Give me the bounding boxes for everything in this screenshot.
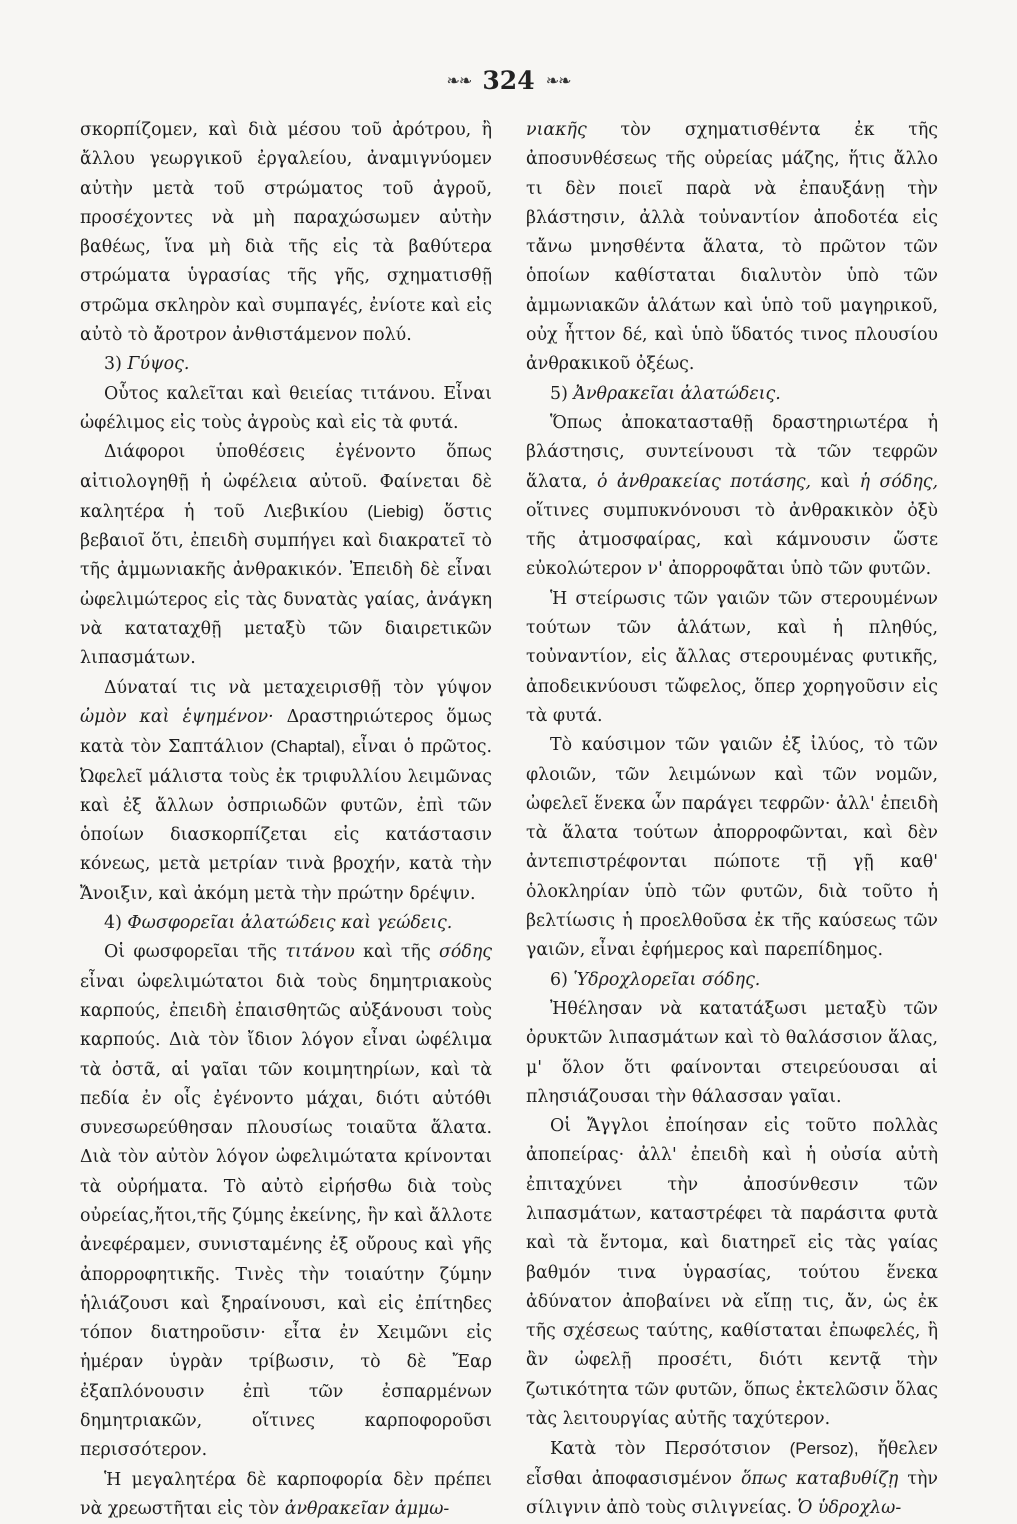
italic-run: ὅπως καταβυθίζῃ (741, 1468, 899, 1489)
text-run: οἵτινες συμπυκνόνουσι τὸ ἀνθρακικὸν ὀξὺ τῆς ἀτμοσφαίρας, καὶ κάμνουσιν ὥστε εὐκολώτερον ν' ἀπορροφᾶται ὑπὸ τῶν φυτῶν. (526, 500, 938, 580)
paragraph: Ἡ στείρωσις τῶν γαιῶν τῶν στερουμένων τούτων τῶν ἁλάτων, καὶ ἡ πληθύς, τοὐναντίον, εἰς ἄλλας στερουμένας φυτικῆς, ἀποδεικνύουσι τὤφελος, ὅπερ χορηγοῦσιν εἰς τὰ φυτά. (526, 588, 938, 726)
latin-name: (Persoz), (789, 1439, 859, 1459)
section-number: 5) (550, 383, 568, 404)
text-run: ὅστις βεβαιοῖ ὅτι, ἐπειδὴ συμπήγει καὶ διακρατεῖ τὸ τῆς ἀμμωνιακῆς ἀνθρακικόν. Ἐπειδὴ δὲ εἶναι ὠφελιμώτερος εἰς τὰς δυνατὰς γαίας, ἀνάγκη νὰ καταταχθῇ μεταξὺ τῶν διαιρετικῶν λιπασμάτων. (80, 501, 492, 669)
section-heading-4 (80, 909, 492, 938)
page-number: 324 (482, 66, 535, 95)
section-title: Γύψος. (127, 354, 190, 375)
italic-run: ὠμὸν καὶ ἑψημένον· (80, 706, 274, 727)
paragraph: Οὗτος καλεῖται καὶ θειείας τιτάνου. Εἶναι ὠφέλιμος εἰς τοὺς ἀγροὺς καὶ εἰς τὰ φυτά. (80, 383, 492, 433)
text-run: Ἡ μεγαλητέρα δὲ καρποφορία δὲν πρέπει νὰ χρεωστῆται εἰς τὸν (80, 1469, 492, 1519)
paragraph (80, 438, 492, 673)
ornament-left: ❧❧ (446, 71, 472, 90)
ornament-right: ❧❧ (545, 71, 571, 90)
text-run: Διάφοροι ὑποθέσεις ἐγένοντο ὅπως αἰτιολογηθῇ ἡ ὠφέλεια αὐτοῦ. Φαίνεται δὲ καλητέρα ἡ τοῦ Λιεβικίου (80, 442, 492, 522)
text-run: τὴν σίλιγνιν ἀπὸ τοὺς σιλιγνείας. (526, 1468, 938, 1518)
section-heading-3 (80, 350, 492, 379)
section-title: Ἀνθρακεῖαι ἀλατώδεις. (573, 383, 781, 404)
paragraph: σκορπίζομεν, καὶ διὰ μέσου τοῦ ἀρότρου, ἢ ἄλλου γεωργικοῦ ἐργαλείου, ἀναμιγνύομεν αὐτὴν μετὰ τοῦ στρώματος τοῦ ἀγροῦ, προσέχοντες νὰ μὴ παραχώσωμεν αὐτὴν βαθέως, ἵνα μὴ διὰ τῆς εἰς τὰ βαθύτερα στρώματα ὑγρασίας τῆς γῆς, σχηματισθῇ στρῶμα σκληρὸν καὶ συμπαγές, ἐνίοτε καὶ εἰς αὐτὸ τὸ ἄροτρον ἀνθιστάμενον πολύ. (80, 120, 492, 346)
italic-run: ἀνθρακεῖαν ἀμμω- (284, 1498, 450, 1519)
italic-run: ὁ ἀνθρακείας ποτάσης, (596, 471, 812, 492)
text-run: εἶναι ὠφελιμώτατοι διὰ τοὺς δημητριακοὺς καρπούς, ἐπειδὴ ἐπαισθητῶς αὐξάνουσι τοὺς καρπούς. Διὰ τὸν ἴδιον λόγον εἶναι ὠφέλιμα τὰ ὀστᾶ, αἱ γαῖαι τῶν κοιμητηρίων, καὶ τὰ πεδία ἐν οἷς ἐγένοντο μάχαι, διότι αὐτόθι συνεσωρεύθησαν πλουσίως τοιαῦτα ἅλατα. Διὰ τὸν αὐτὸν λόγον ὠφελιμώτατα κρίνονται τὰ οὐρήματα. Τὸ αὐτὸ εἰρήσθω διὰ τοὺς οὐρείας,ἤτοι,τῆς ζύμης ἐκείνης, ἣν καὶ ἄλλοτε ἀνεφέραμεν, συνισταμένης ἐξ οὔρους καὶ γῆς ἀπορροφητικῆς. Τινὲς τὴν τοιαύτην ζύμην ἡλιάζουσι καὶ ξηραίνουσι, καὶ εἰς ἐπίτηδες τόπον διατηροῦσιν· εἶτα ἐν Χειμῶνι εἰς ἡμέραν ὑγρὰν τρίβωσιν, τὸ δὲ Ἔαρ ἐξαπλόνουσιν ἐπὶ τῶν ἐσπαρμένων δημητριακῶν, οἵτινες καρποφοροῦσι περισσότερον. (80, 971, 492, 1461)
text-run: Δραστηριώτερος ὅμως κατὰ τὸν Σαπτάλιον (80, 706, 493, 758)
text-run: Δύναταί τις νὰ μεταχειρισθῇ τὸν γύψον (104, 677, 492, 698)
section-number: 6) (550, 969, 568, 990)
text-run: Ὅπως ἀποκατασταθῇ δραστηριωτέρα ἡ βλάστησις, συντείνουσι τὰ τῶν τεφρῶν ἅλατα, (526, 412, 938, 492)
italic-run: τιτάνου (285, 942, 355, 963)
paragraph (526, 409, 938, 585)
text-run: καὶ τῆς (363, 942, 431, 963)
text-run: εἶναι ὁ πρῶτος. Ὠφελεῖ μάλιστα τοὺς ἐκ τριφυλλίου λειμῶνας καὶ ἐξ ἄλλων ὀσπριωδῶν φυτῶν, ἐπὶ τῶν ὁποίων διασκορπίζεται εἰς κατάστασιν κόνεως, μετὰ μετρίαν τινὰ βροχήν, κατὰ τὴν Ἄνοιξιν, καὶ ἀκόμη μετὰ τὴν πρώτην δρέψιν. (80, 737, 492, 904)
paragraph: Οἱ Ἄγγλοι ἐποίησαν εἰς τοῦτο πολλὰς ἀποπείρας· ἀλλ' ἐπειδὴ καὶ ἡ οὐσία αὐτὴ ἐπιταχύνει τὴν ἀποσύνθεσιν τῶν λιπασμάτων, καταστρέφει τὰ παράσιτα φυτὰ καὶ τὰ ἔντομα, καὶ διατηρεῖ εἰς τὰς γαίας βαθμόν τινα ὑγρασίας, τούτου ἕνεκα ἀδύνατον ἀποβαίνει νὰ εἴπῃ τις, ἄν, ὡς ἐκ τῆς σχέσεως ταύτης, καθίσταται ἐπωφελές, ἢ ἂν ὠφελῇ προσέτι, διότι κεντᾷ τὴν ζωτικότητα τῶν φυτῶν, ὅπως ἐκτελῶσιν ὅλας τὰς λειτουργίας αὐτῆς ταχύτερον. (526, 1116, 938, 1430)
section-heading-5 (526, 380, 938, 409)
latin-name: (Liebig) (367, 501, 425, 521)
section-number: 4) (104, 913, 122, 934)
text-run: Οἱ φωσφορεῖαι τῆς (104, 942, 278, 963)
left-column (80, 116, 492, 1524)
italic-run: Ὁ ὑδροχλω- (797, 1497, 902, 1518)
italic-run: νιακῆς (526, 120, 587, 140)
page-header (0, 66, 1017, 106)
section-title: Φωσφορεῖαι ἀλατώδεις καὶ γεώδεις. (127, 913, 453, 934)
paragraph (526, 1434, 938, 1523)
paragraph (80, 938, 492, 1465)
paragraph: Τὸ καύσιμον τῶν γαιῶν ἐξ ἰλύος, τὸ τῶν φλοιῶν, τῶν λειμώνων καὶ τῶν νομῶν, ὠφελεῖ ἕνεκα ὧν παράγει τεφρῶν· ἀλλ' ἐπειδὴ τὰ ἅλατα τούτων ἀπορροφῶνται, καὶ δὲν ἀντεπιστρέφονται πώποτε τῇ γῇ καθ' ὁλοκληρίαν ὑπὸ τῶν φυτῶν, διὰ τοῦτο ἡ βελτίωσις ἡ προελθοῦσα ἐκ τῆς καύσεως τῶν γαιῶν, εἶναι ἐφήμερος καὶ παρεπίδημος. (526, 735, 938, 961)
italic-run: σόδης (439, 942, 493, 963)
paragraph (80, 1466, 492, 1524)
paragraph: Ἠθέλησαν νὰ κατατάξωσι μεταξὺ τῶν ὀρυκτῶν λιπασμάτων καὶ τὸ θαλάσσιον ἅλας, μ' ὅλον ὅτι φαίνονται στειρεύουσαι αἱ πλησιάζουσαι τὴν θάλασσαν γαῖαι. (526, 998, 938, 1107)
text-run: τὸν σχηματισθέντα ἐκ τῆς ἀποσυνθέσεως τῆς οὐρείας μάζης, ἥτις ἄλλο τι δὲν ποιεῖ παρὰ νὰ ἐπαυξάνῃ τὴν βλάστησιν, ἀλλὰ τοὐναντίον ἀποδοτέα εἰς τἄνω μνησθέντα ἅλατα, τὸ πρῶτον τῶν ὁποίων καθίσταται διαλυτὸν ὑπὸ τῶν ἀμμωνιακῶν ἁλάτων καὶ ὑπὸ τοῦ μαγηρικοῦ, οὐχ ἧττον δέ, καὶ ὑπὸ ὕδατός τινος πλουσίου ἀνθρακικοῦ ὀξέως. (526, 120, 938, 375)
italic-run: ἡ σόδης, (859, 471, 939, 492)
text-run: καὶ (820, 471, 851, 492)
latin-name: (Chaptal), (270, 737, 346, 757)
text-run: ἤθελεν εἶσθαι ἀποφασισμένον (526, 1439, 939, 1489)
right-column (526, 116, 938, 1523)
paragraph (526, 116, 938, 380)
section-heading-6 (526, 966, 938, 995)
text-run: Κατὰ τὸν Περσότσιον (550, 1439, 771, 1460)
section-title: Ὑδροχλορεῖαι σόδης. (573, 969, 761, 990)
section-number: 3) (104, 354, 122, 375)
paragraph (80, 674, 492, 909)
